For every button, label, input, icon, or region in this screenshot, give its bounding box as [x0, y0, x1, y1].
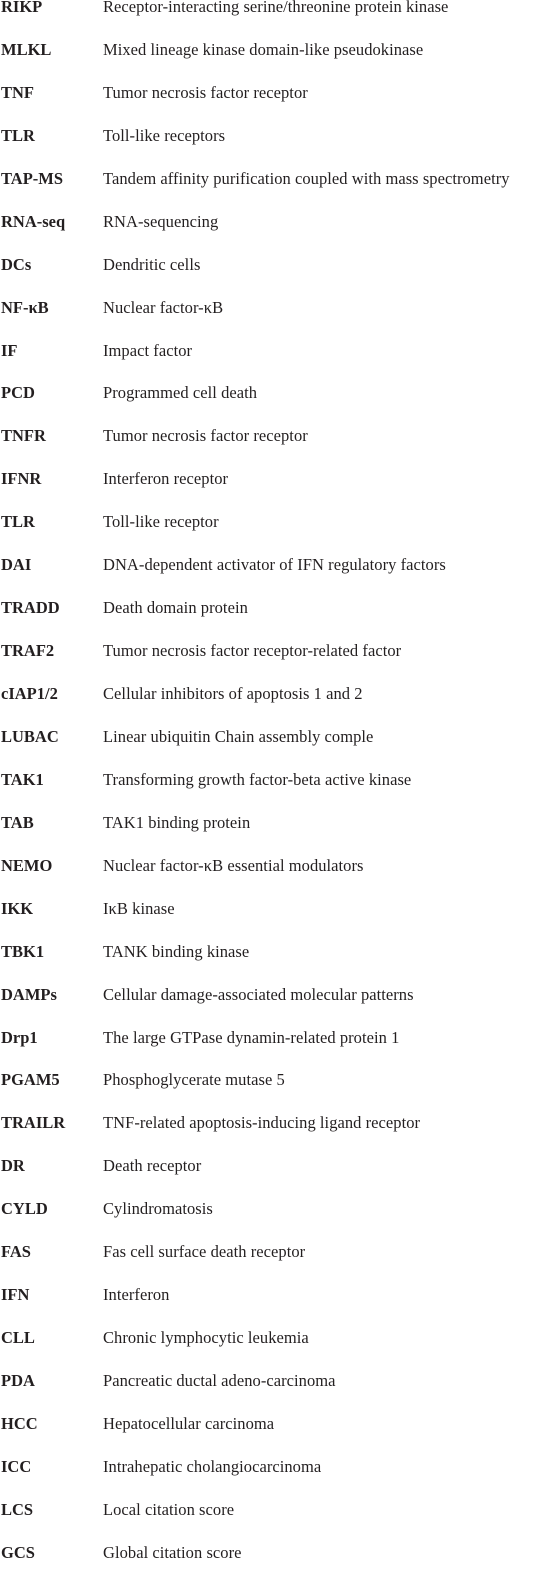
abbreviation-row [0, 1498, 558, 1541]
abbreviation-row [0, 1240, 558, 1283]
abbreviation-term: PCD [1, 383, 35, 403]
abbreviation-term: TNF [1, 82, 34, 102]
abbreviation-definition: Toll-like receptors [103, 125, 226, 145]
abbreviation-row [0, 339, 558, 382]
abbreviation-definition: Phosphoglycerate mutase 5 [103, 1070, 285, 1090]
abbreviation-term: NEMO [1, 855, 53, 875]
abbreviation-definition: Local citation score [103, 1499, 235, 1519]
abbreviation-term: HCC [1, 1413, 38, 1433]
abbreviation-row [0, 210, 558, 253]
abbreviation-definition: TNF-related apoptosis-inducing ligand receptor [103, 1113, 421, 1133]
abbreviation-definition: Mixed lineage kinase domain-like pseudokinase [103, 39, 424, 59]
abbreviation-definition: Nuclear factor-κB essential modulators [103, 855, 364, 875]
abbreviation-term: MLKL [1, 39, 52, 59]
abbreviation-term: DAMPs [1, 984, 57, 1004]
abbreviation-row [0, 1026, 558, 1069]
abbreviation-term: FAS [1, 1242, 31, 1262]
abbreviation-row [0, 768, 558, 811]
abbreviation-row [0, 725, 558, 768]
abbreviation-term: TRADD [1, 598, 60, 618]
abbreviation-term: RNA-seq [1, 211, 66, 231]
abbreviation-term: ICC [1, 1456, 32, 1476]
abbreviation-row [0, 940, 558, 983]
abbreviation-row [0, 467, 558, 510]
abbreviation-term: TLR [1, 512, 35, 532]
abbreviation-definition: Receptor-interacting serine/threonine protein kinase [103, 0, 449, 16]
abbreviation-definition: Dendritic cells [103, 254, 201, 274]
abbreviation-term: DCs [1, 254, 32, 274]
abbreviation-term: LUBAC [1, 726, 59, 746]
abbreviation-row [0, 553, 558, 596]
abbreviation-definition: Tumor necrosis factor receptor-related factor [103, 641, 402, 661]
abbreviation-definition: The large GTPase dynamin-related protein 1 [103, 1027, 400, 1047]
abbreviation-definition: Programmed cell death [103, 383, 258, 403]
abbreviation-term: TNFR [1, 426, 46, 446]
abbreviation-row [0, 1111, 558, 1154]
abbreviation-row [0, 682, 558, 725]
abbreviation-row [0, 1283, 558, 1326]
abbreviation-term: cIAP1/2 [1, 684, 58, 703]
abbreviation-row [0, 1068, 558, 1111]
abbreviation-definition: Tandem affinity purification coupled with mass spectrometry [103, 168, 510, 188]
abbreviation-definition: Nuclear factor-κB [103, 297, 224, 317]
abbreviation-definition: Tumor necrosis factor receptor [103, 426, 308, 446]
abbreviation-term: GCS [1, 1542, 35, 1562]
abbreviation-term: IFN [1, 1285, 30, 1305]
abbreviation-definition: Pancreatic ductal adeno-carcinoma [103, 1371, 336, 1390]
abbreviation-term: DAI [1, 555, 32, 575]
abbreviation-definition: Hepatocellular carcinoma [103, 1413, 275, 1433]
abbreviation-definition: Death receptor [103, 1156, 202, 1176]
abbreviation-term: DR [1, 1156, 25, 1176]
abbreviation-row [0, 381, 558, 424]
abbreviation-term: TAK1 [1, 769, 44, 789]
abbreviation-term: CLL [1, 1328, 35, 1348]
abbreviation-definition: Fas cell surface death receptor [103, 1242, 306, 1262]
abbreviation-row [0, 854, 558, 897]
abbreviation-row [0, 38, 558, 81]
abbreviation-row [0, 639, 558, 682]
abbreviation-term: TAB [1, 812, 34, 832]
abbreviation-definition: Cylindromatosis [103, 1199, 213, 1219]
abbreviation-term: CYLD [1, 1199, 48, 1219]
abbreviation-term: TAP-MS [1, 168, 64, 188]
abbreviation-term: RIKP [1, 0, 43, 16]
abbreviation-term: LCS [1, 1499, 34, 1519]
abbreviation-definition: Toll-like receptor [103, 512, 219, 532]
abbreviation-row [0, 1455, 558, 1498]
abbreviation-term: TRAF2 [1, 641, 55, 661]
abbreviation-row [0, 510, 558, 553]
abbreviation-definition: TAK1 binding protein [103, 812, 251, 832]
abbreviation-row [0, 596, 558, 639]
abbreviation-definition: Cellular inhibitors of apoptosis 1 and 2 [103, 684, 363, 703]
abbreviation-definition: Intrahepatic cholangiocarcinoma [103, 1456, 322, 1476]
abbreviation-term: PGAM5 [1, 1070, 60, 1090]
abbreviation-row [0, 253, 558, 296]
abbreviation-definition: Interferon receptor [103, 469, 229, 489]
abbreviation-definition: TANK binding kinase [103, 941, 250, 961]
abbreviation-term: TBK1 [1, 941, 45, 961]
abbreviation-term: TLR [1, 125, 35, 145]
abbreviation-definition: DNA-dependent activator of IFN regulatory factors [103, 555, 446, 575]
abbreviation-term: Drp1 [1, 1027, 38, 1047]
abbreviation-definition: Death domain protein [103, 598, 248, 618]
abbreviation-row [0, 0, 558, 38]
abbreviation-row [0, 424, 558, 467]
abbreviation-definition: Impact factor [103, 340, 193, 360]
abbreviation-term: IFNR [1, 469, 42, 489]
abbreviation-row [0, 1154, 558, 1197]
abbreviation-term: NF-κB [1, 297, 49, 317]
abbreviation-definition: Transforming growth factor-beta active kinase [103, 769, 412, 789]
abbreviation-row [0, 1369, 558, 1412]
abbreviation-row [0, 811, 558, 854]
abbreviation-definition: Interferon [103, 1285, 170, 1305]
abbreviation-row [0, 167, 558, 210]
abbreviation-definition: RNA-sequencing [103, 211, 219, 231]
abbreviation-row [0, 296, 558, 339]
abbreviation-row [0, 1326, 558, 1369]
abbreviation-row [0, 1412, 558, 1455]
abbreviation-term: PDA [1, 1371, 35, 1390]
abbreviation-definition: IκB kinase [103, 898, 175, 918]
abbreviation-row [0, 81, 558, 124]
abbreviation-row [0, 1197, 558, 1240]
abbreviation-term: IKK [1, 898, 34, 918]
abbreviation-definition: Chronic lymphocytic leukemia [103, 1328, 309, 1348]
abbreviation-definition: Tumor necrosis factor receptor [103, 82, 308, 102]
abbreviation-row [0, 983, 558, 1026]
abbreviation-term: IF [1, 340, 18, 360]
abbreviation-row [0, 897, 558, 940]
abbreviation-row [0, 124, 558, 167]
abbreviation-term: TRAILR [1, 1113, 66, 1133]
abbreviation-row [0, 1541, 558, 1584]
abbreviation-definition: Cellular damage-associated molecular patterns [103, 984, 414, 1004]
abbreviation-definition: Linear ubiquitin Chain assembly comple [103, 726, 374, 746]
abbreviation-definition: Global citation score [103, 1542, 242, 1562]
